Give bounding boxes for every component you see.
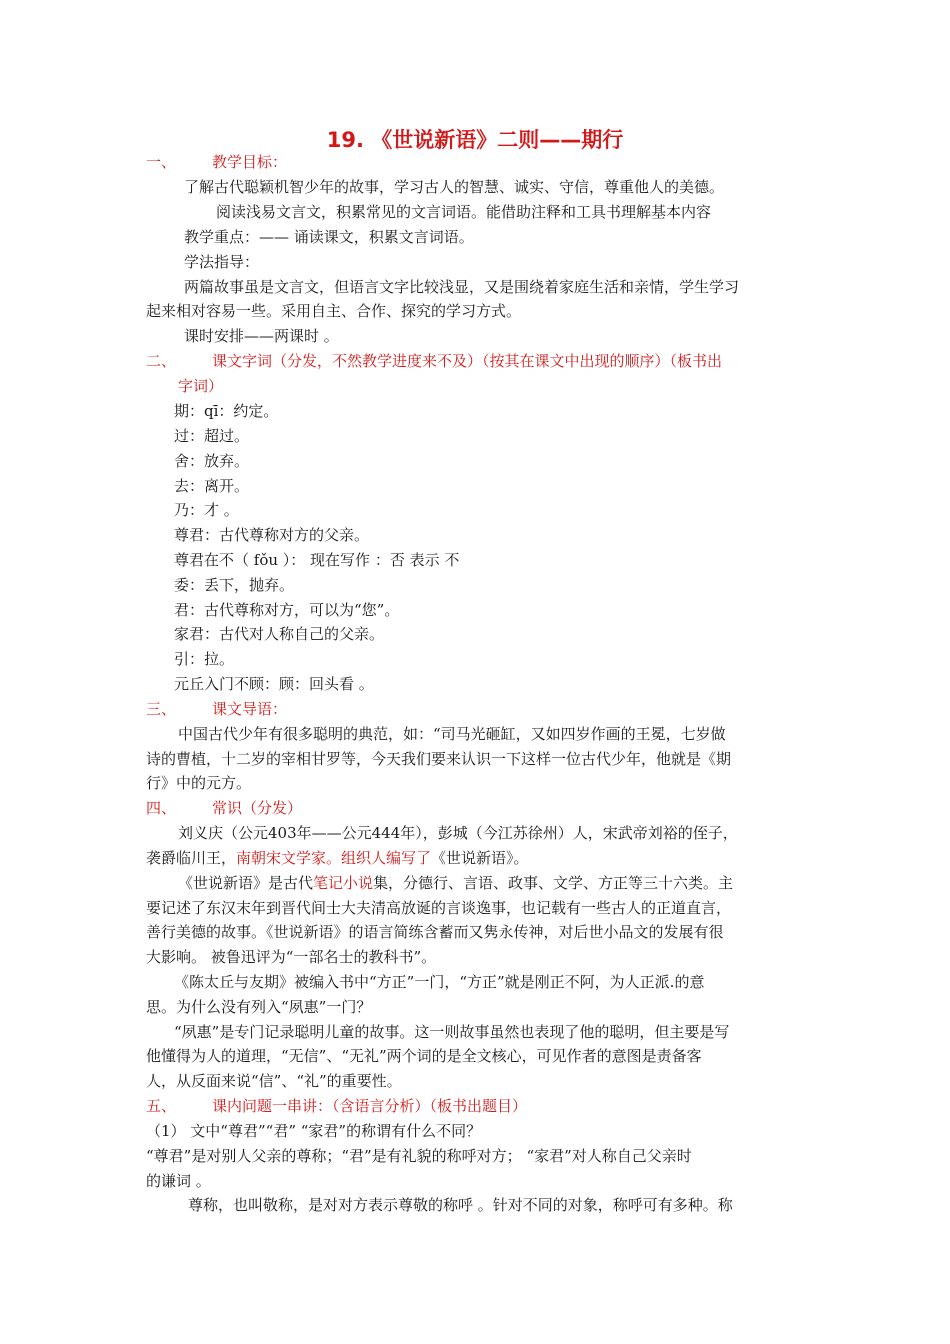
intro-text-2: 诗的曹植，十二岁的宰相甘罗等，今天我们要来认识一下这样一位古代少年，他就是《期 bbox=[146, 750, 732, 768]
method-text-1: 两篇故事虽是文言文，但语言文字比较浅显，又是围绕着家庭生活和亲情，学生学习 bbox=[184, 278, 740, 296]
intro-text-3: 行》中的元方。 bbox=[146, 774, 252, 792]
intro-text-1: 中国古代少年有很多聪明的典范，如：“司马光砸缸，又如四岁作画的王冕，七岁做 bbox=[178, 725, 726, 743]
suhui-text-2: 他懂得为人的道理，“无信”、“无礼”两个词的是全文核心，可见作者的意图是责备客 bbox=[146, 1047, 702, 1065]
method-label: 学法指导： bbox=[184, 253, 260, 271]
section-3-heading bbox=[146, 699, 287, 719]
book-text-highlight: 笔记小说 bbox=[313, 874, 374, 892]
answer-text-3: 尊称，也叫敬称，是对对方表示尊敬的称呼 。针对不同的对象，称呼可有多种。称 bbox=[188, 1196, 733, 1214]
book-text-plain: 《世说新语》是古代 bbox=[178, 874, 314, 892]
answer-text-1: “尊君”是对别人父亲的尊称；“君”是有礼貌的称呼对方； “家君”对人称自己父亲时 bbox=[146, 1147, 692, 1165]
book-text-1 bbox=[178, 873, 733, 893]
section-number: 三、 bbox=[146, 700, 177, 718]
section-title: 课内问题一串讲：（含语言分析）（板书出题目） bbox=[212, 1097, 528, 1115]
goal-line-2: 阅读浅易文言文，积累常见的文言词语。能借助注释和工具书理解基本内容 bbox=[216, 203, 712, 221]
book-text-plain: 集，分德行、言语、政事、文学、方正等三十六类。主 bbox=[373, 874, 734, 892]
class-schedule: 课时安排——两课时 。 bbox=[184, 327, 339, 345]
section-title: 常识（分发） bbox=[212, 799, 303, 817]
vocab-item: 去：离开。 bbox=[174, 477, 250, 495]
vocab-item: 引：拉。 bbox=[174, 650, 235, 668]
vocab-item: 尊君：古代尊称对方的父亲。 bbox=[174, 526, 370, 544]
goal-line-1: 了解古代聪颖机智少年的故事，学习古人的智慧、诚实、守信，尊重他人的美德。 bbox=[184, 178, 725, 196]
section-5-heading bbox=[146, 1096, 527, 1116]
section-2-heading bbox=[146, 351, 722, 371]
suhui-text-1: “夙惠”是专门记录聪明儿童的故事。这一则故事虽然也表现了他的聪明，但主要是写 bbox=[174, 1023, 730, 1041]
author-text-2 bbox=[146, 848, 529, 868]
vocab-item: 元丘入门不顾：顾：回头看 。 bbox=[174, 675, 374, 693]
teaching-focus: 教学重点：—— 诵读课文，积累文言词语。 bbox=[184, 228, 474, 246]
category-text-1: 《陈太丘与友期》被编入书中“方正”一门，“方正”就是刚正不阿，为人正派.的意 bbox=[174, 973, 705, 991]
section-2-heading-cont: 字词） bbox=[178, 377, 224, 395]
section-title: 课文字词（分发，不然教学进度来不及）（按其在课文中出现的顺序）（板书出 bbox=[212, 352, 723, 370]
question-1: （1） 文中“尊君”“君” “家君”的称谓有什么不同？ bbox=[146, 1122, 482, 1140]
vocab-item: 君：古代尊称对方，可以为“您”。 bbox=[174, 601, 400, 619]
vocab-item: 期：qī：约定。 bbox=[174, 402, 279, 420]
section-number: 一、 bbox=[146, 153, 177, 171]
vocab-item: 委：丢下，抛弃。 bbox=[174, 576, 295, 594]
book-text-2: 要记述了东汉末年到晋代间士大夫清高放诞的言谈逸事，也记载有一些古人的正道直言， bbox=[146, 899, 732, 917]
section-number: 五、 bbox=[146, 1097, 177, 1115]
author-text-plain: 《世说新语》。 bbox=[431, 849, 529, 867]
page-title: 19. 《世说新语》二则——期行 bbox=[326, 128, 624, 152]
suhui-text-3: 人，从反面来说“信”、“礼”的重要性。 bbox=[146, 1072, 402, 1090]
section-1-heading bbox=[146, 152, 287, 172]
vocab-item: 家君：古代对人称自己的父亲。 bbox=[174, 625, 385, 643]
section-number: 四、 bbox=[146, 799, 177, 817]
book-text-3: 善行美德的故事。《世说新语》的语言简练含蓄而又隽永传神，对后世小品文的发展有很 bbox=[146, 923, 724, 941]
method-text-2: 起来相对容易一些。采用自主、合作、探究的学习方式。 bbox=[146, 302, 522, 320]
answer-text-2: 的谦词 。 bbox=[146, 1172, 211, 1190]
book-text-4: 大影响。 被鲁迅评为“一部名士的教科书”。 bbox=[146, 948, 437, 966]
author-text-highlight: 南朝宋文学家。组织人编写了 bbox=[236, 849, 432, 867]
author-text-plain: 袭爵临川王， bbox=[146, 849, 237, 867]
category-text-2: 思。为什么没有列入“夙惠”一门？ bbox=[146, 998, 372, 1016]
author-text-1: 刘义庆（公元403年——公元444年），彭城（今江苏徐州）人，宋武帝刘裕的侄子， bbox=[178, 824, 738, 842]
section-number: 二、 bbox=[146, 352, 177, 370]
vocab-item: 舍：放弃。 bbox=[174, 452, 250, 470]
section-title: 课文导语： bbox=[212, 700, 288, 718]
vocab-item: 过：超过。 bbox=[174, 427, 250, 445]
vocab-item: 乃：才 。 bbox=[174, 501, 239, 519]
section-title: 教学目标： bbox=[212, 153, 288, 171]
vocab-item: 尊君在不（ fǒu ）： 现在写作 ：否 表示 不 bbox=[174, 551, 460, 569]
section-4-heading bbox=[146, 798, 302, 818]
